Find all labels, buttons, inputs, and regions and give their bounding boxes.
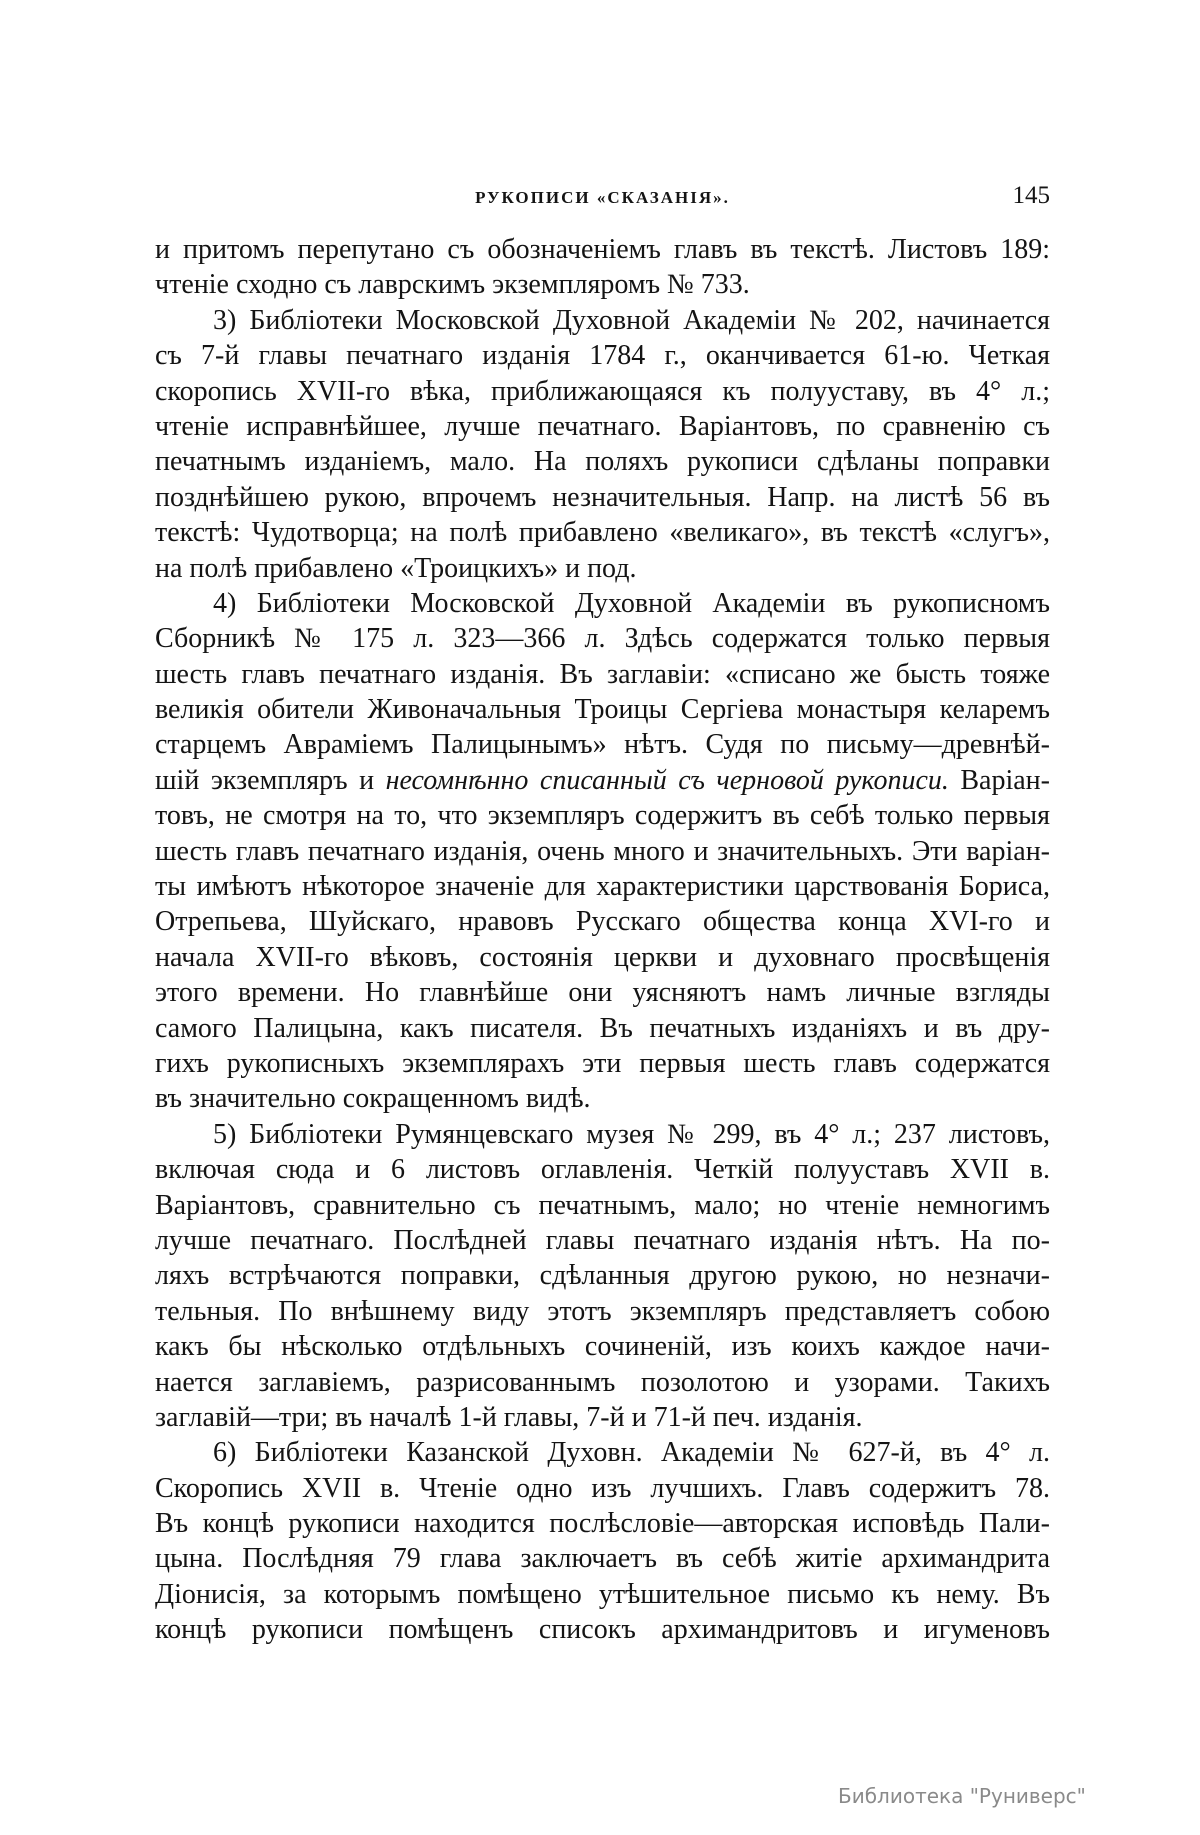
text-line [155, 763, 1050, 798]
text-line: этого времени. Но главнѣйше они уясняютъ намъ личные взгляды [155, 977, 1050, 1009]
paragraph [155, 586, 1050, 1117]
text-line: текстѣ: Чудотворца; на полѣ прибавлено «великаго», въ текстѣ «слугъ», [155, 517, 1050, 549]
text-line: гихъ рукописныхъ экземплярахъ эти первыя шесть главъ содержатся [155, 1047, 1050, 1079]
text-line: печатнымъ изданіемъ, мало. На поляхъ рукописи сдѣланы поправки [155, 446, 1050, 478]
text-line: въ значительно сокращенномъ видѣ. [155, 1083, 591, 1115]
text-line: начала XVII-го вѣковъ, состоянія церкви и духовнаго просвѣщенія [155, 941, 1050, 973]
text-line: тельныя. По внѣшнему виду этотъ экземпляръ представляетъ собою [155, 1295, 1050, 1327]
paragraph [155, 1117, 1050, 1436]
italic-text-segment: несомнѣнно списанный съ черновой рукописи. [385, 764, 949, 796]
library-watermark: Библиотека "Руниверс" [838, 1784, 1086, 1808]
text-line: Въ концѣ рукописи находится послѣсловіе—авторская исповѣдь Пали- [155, 1508, 1050, 1540]
text-line: старцемъ Авраміемъ Палицынымъ» нѣтъ. Судя по письму—древнѣй- [155, 729, 1050, 761]
text-segment: шій экземпляръ и [155, 764, 386, 796]
text-line: шесть главъ печатнаго изданія, очень много и значительныхъ. Эти варіан- [155, 835, 1050, 867]
text-line: товъ, не смотря на то, что экземпляръ содержитъ въ себѣ только первыя [155, 800, 1050, 832]
paragraph [155, 1435, 1050, 1647]
text-line: 5) Библіотеки Румянцевскаго музея № 299, въ 4° л.; 237 листовъ, [213, 1118, 1050, 1150]
text-line: лучше печатнаго. Послѣдней главы печатнаго изданія нѣтъ. На по- [155, 1224, 1050, 1256]
text-line: чтеніе исправнѣйшее, лучше печатнаго. Варіантовъ, по сравненію съ [155, 410, 1050, 442]
text-line: скоропись XVII-го вѣка, приближающаяся къ полууставу, въ 4° л.; [155, 375, 1050, 407]
paragraph [155, 303, 1050, 586]
text-line: на полѣ прибавлено «Троицкихъ» и под. [155, 552, 637, 584]
text-line: какъ бы нѣсколько отдѣльныхъ сочиненій, изъ коихъ каждое начи- [155, 1331, 1050, 1363]
running-title: РУКОПИСИ «СКАЗАНІЯ». [475, 188, 730, 207]
text-line: заглавій—три; въ началѣ 1-й главы, 7-й и 71-й печ. изданія. [155, 1401, 863, 1433]
text-line: великія обители Живоначальныя Троицы Сергіева монастыря келаремъ [155, 694, 1050, 726]
text-line: цына. Послѣдняя 79 глава заключаетъ въ себѣ житіе архимандрита [155, 1543, 1050, 1575]
text-line: Скоропись XVII в. Чтеніе одно изъ лучшихъ. Главъ содержитъ 78. [155, 1472, 1050, 1504]
text-line: 4) Библіотеки Московской Духовной Академіи въ рукописномъ [213, 587, 1050, 619]
text-line: ляхъ встрѣчаются поправки, сдѣланныя другою рукою, но незначи- [155, 1260, 1050, 1292]
running-head [155, 182, 1050, 212]
text-line: концѣ рукописи помѣщенъ списокъ архимандритовъ и игуменовъ [155, 1614, 1050, 1646]
text-segment: Варіан- [948, 764, 1050, 796]
text-line: Отрепьева, Шуйскаго, нравовъ Русскаго общества конца XVI-го и [155, 906, 1050, 938]
text-line: включая сюда и 6 листовъ оглавленія. Четкій полууставъ XVII в. [155, 1154, 1050, 1186]
text-line: 6) Библіотеки Казанской Духовн. Академіи № 627-й, въ 4° л. [213, 1437, 1050, 1469]
text-line: и притомъ перепутано съ обозначеніемъ главъ въ текстѣ. Листовъ 189: [155, 234, 1050, 265]
text-line: Варіантовъ, сравнительно съ печатнымъ, мало; но чтеніе немногимъ [155, 1189, 1050, 1221]
text-line: 3) Библіотеки Московской Духовной Академіи № 202, начинается [213, 304, 1050, 336]
text-line: ты имѣютъ нѣкоторое значеніе для характеристики царствованія Бориса, [155, 871, 1050, 903]
body-text [155, 232, 1050, 1648]
page-number: 145 [1012, 182, 1050, 209]
text-line: Сборникѣ № 175 л. 323—366 л. Здѣсь содержатся только первыя [155, 623, 1050, 655]
paragraph [155, 232, 1050, 303]
text-line: Діонисія, за которымъ помѣщено утѣшительное письмо къ нему. Въ [155, 1578, 1050, 1610]
text-line: съ 7-й главы печатнаго изданія 1784 г., оканчивается 61-ю. Четкая [155, 340, 1050, 372]
text-line: нается заглавіемъ, разрисованнымъ позолотою и узорами. Такихъ [155, 1366, 1050, 1398]
text-line: самого Палицына, какъ писателя. Въ печатныхъ изданіяхъ и въ дру- [155, 1012, 1050, 1044]
text-line: позднѣйшею рукою, впрочемъ незначительныя. Напр. на листѣ 56 въ [155, 481, 1050, 513]
text-line: чтеніе сходно съ лаврскимъ экземпляромъ № 733. [155, 269, 750, 301]
text-line: шесть главъ печатнаго изданія. Въ заглавіи: «списано же бысть тояже [155, 658, 1050, 690]
